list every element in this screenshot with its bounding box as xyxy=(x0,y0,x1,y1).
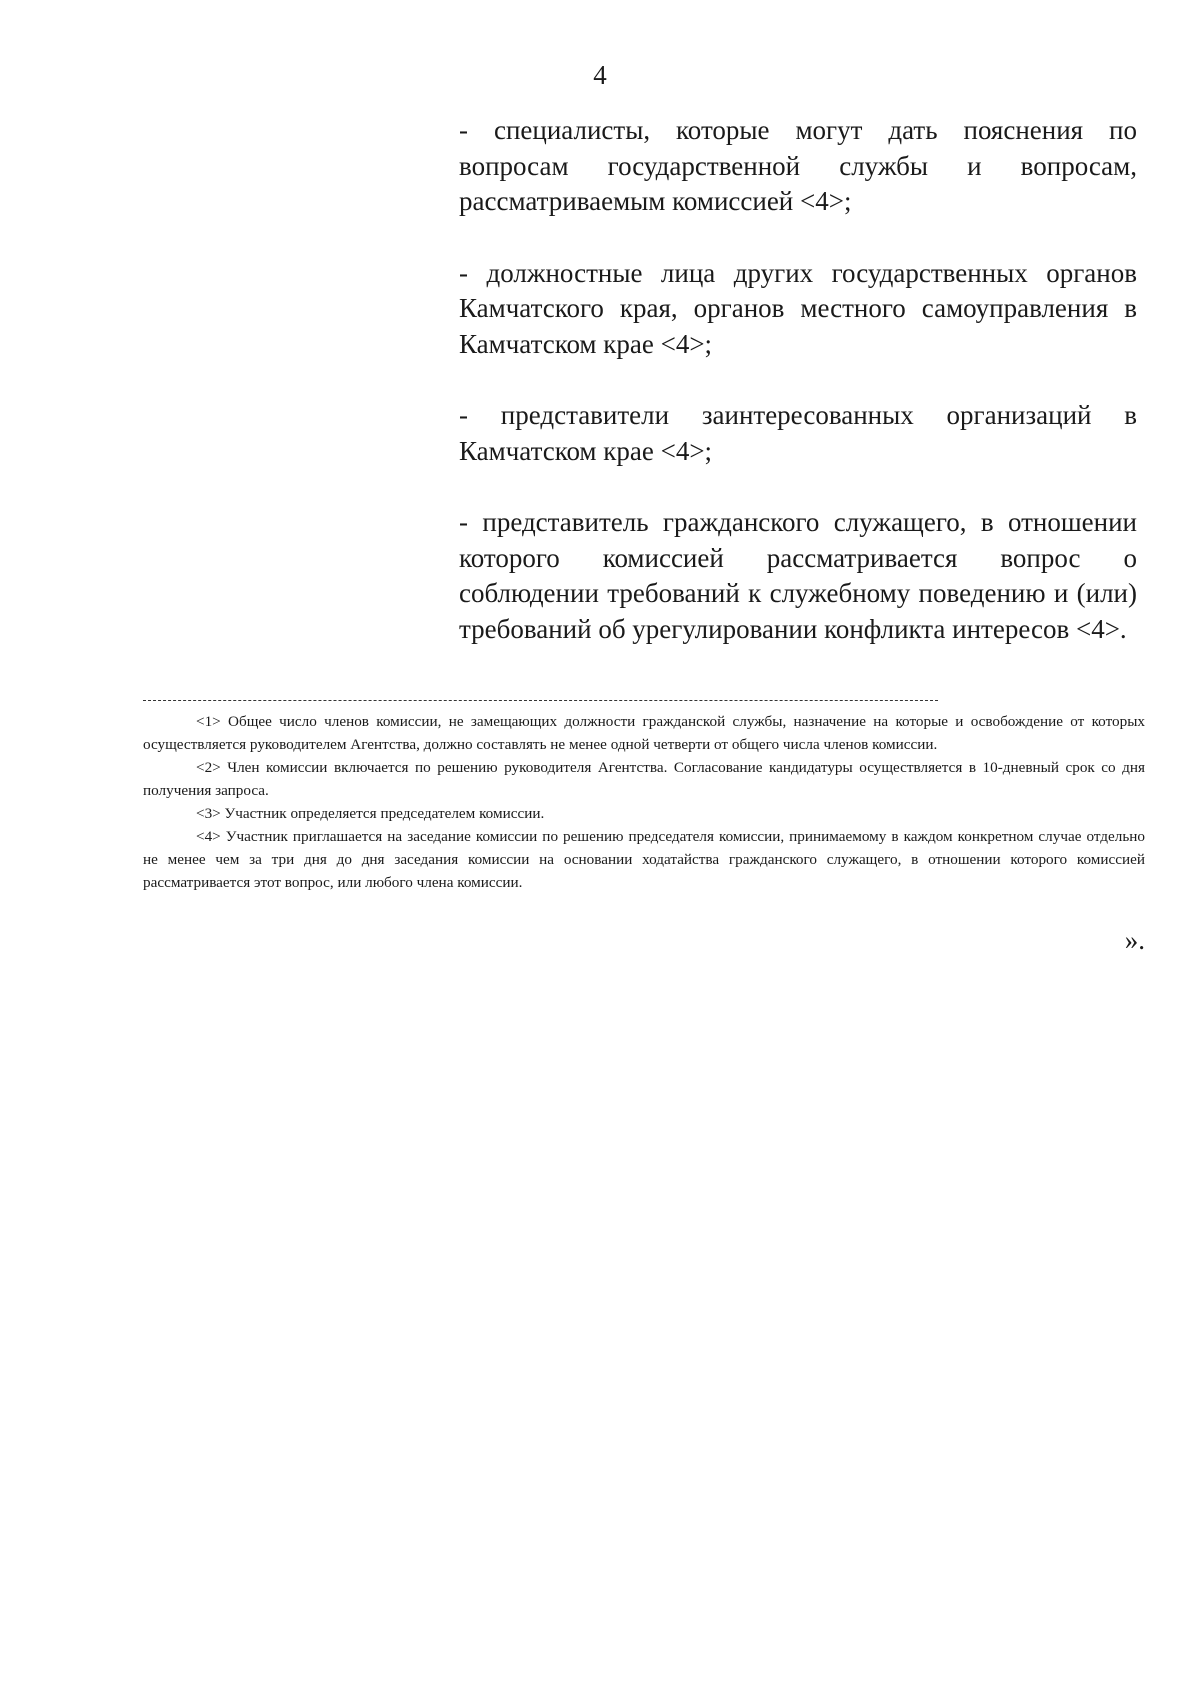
page-number: 4 xyxy=(593,60,607,90)
footnote-3: <3> Участник определяется председателем комиссии. xyxy=(196,805,545,822)
participant-item-representative: - представитель гражданского служащего, в отношении которого комиссией рассматривается вопрос о соблюдении требований к служебному поведению и (или) требований об урегулировании конфликта интересов <4>. xyxy=(459,507,1137,644)
footnote-separator xyxy=(143,700,938,701)
footnote-4: <4> Участник приглашается на заседание комиссии по решению председателя комиссии, принимаемому в каждом конкретном случае отдельно не менее чем за три дня до дня заседания комиссии на основании ходатайства гражданского служащего, в отношении которого комиссией рассматривается этот вопрос, или любого члена комиссии. xyxy=(143,828,1145,891)
footnote-1: <1> Общее число членов комиссии, не замещающих должности гражданской службы, назначение на которые и освобождение от которых осуществляется руководителем Агентства, должно составлять не менее одной четверти от общего числа членов комиссии. xyxy=(143,713,1145,753)
participant-item-officials: - должностные лица других государственных органов Камчатского края, органов местного самоуправления в Камчатском крае <4>; xyxy=(459,257,1137,359)
footnote-2: <2> Член комиссии включается по решению руководителя Агентства. Согласование кандидатуры осуществляется в 10-дневный срок со дня получения запроса. xyxy=(143,759,1145,799)
footnotes xyxy=(143,710,1145,894)
closing-quote: ». xyxy=(1124,925,1145,955)
participants-list xyxy=(459,113,1137,647)
participant-item-organizations: - представители заинтересованных организаций в Камчатском крае <4>; xyxy=(459,400,1137,466)
participant-item-specialists: - специалисты, которые могут дать пояснения по вопросам государственной службы и вопросам, рассматриваемым комиссией <4>; xyxy=(459,115,1137,216)
